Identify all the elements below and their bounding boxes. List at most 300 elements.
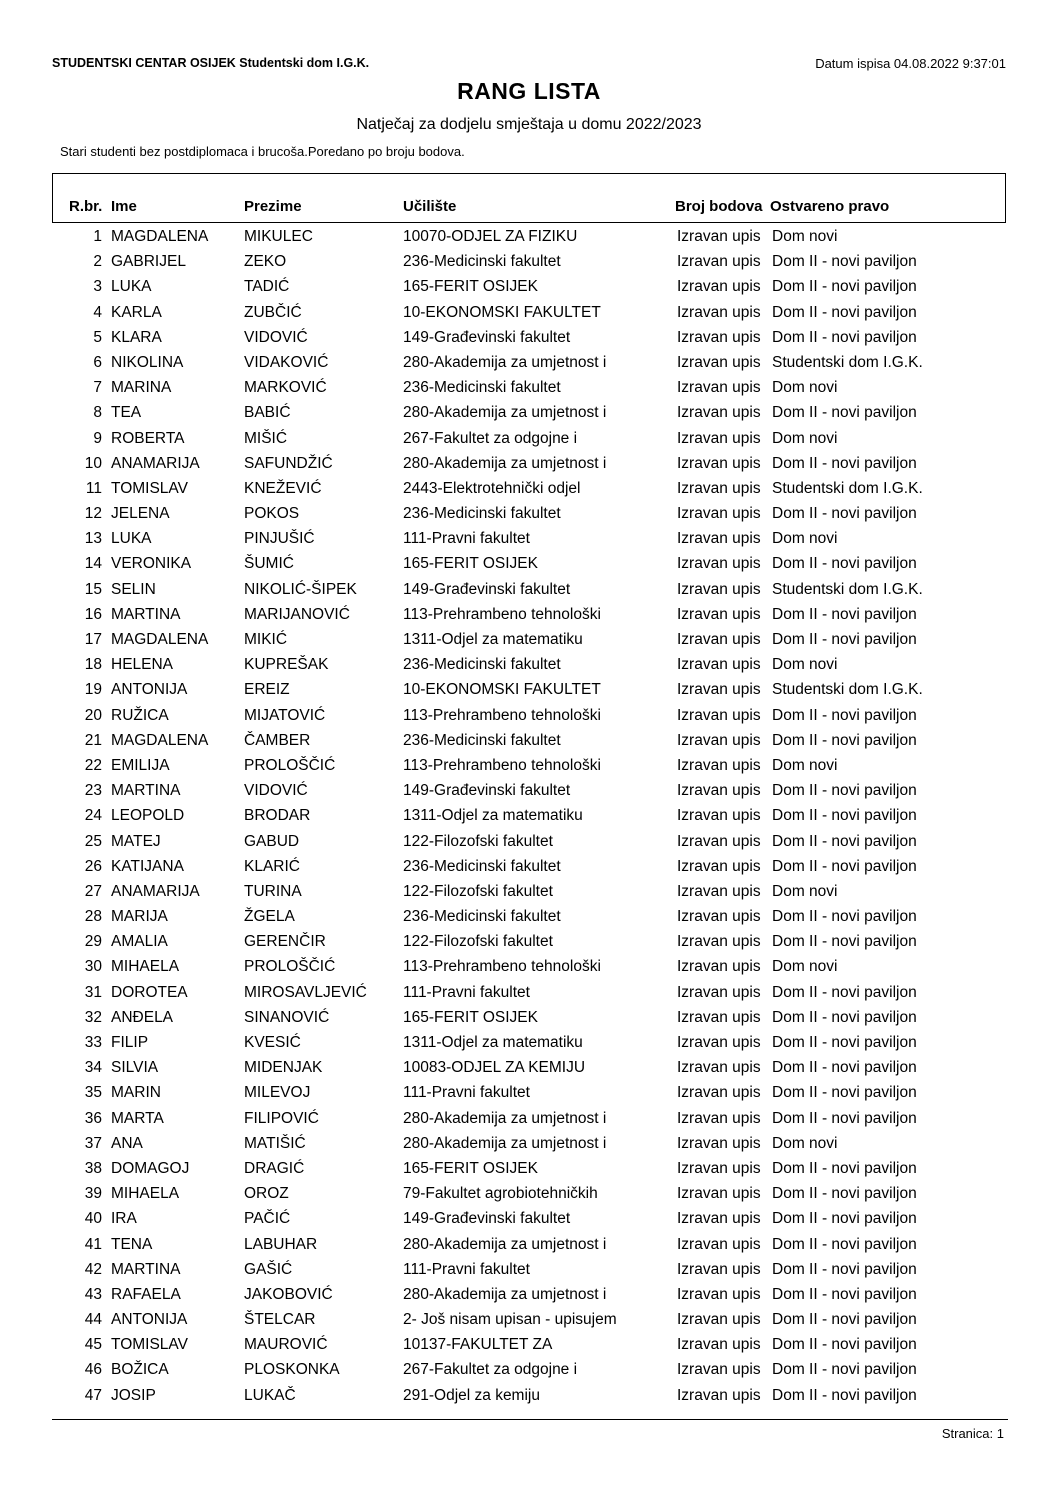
cell-rbr: 18 <box>84 656 102 674</box>
cell-pravo: Dom II - novi paviljon <box>772 731 917 749</box>
cell-uciliste: 1311-Odjel za matematiku <box>403 807 583 825</box>
page-number: Stranica: 1 <box>941 1426 1004 1441</box>
cell-prezime: LABUHAR <box>244 1235 318 1253</box>
cell-ime: MARIJA <box>111 908 168 926</box>
cell-bodovi: Izravan upis <box>677 832 761 850</box>
cell-bodovi: Izravan upis <box>677 1008 761 1026</box>
cell-bodovi: Izravan upis <box>677 1260 761 1278</box>
cell-uciliste: 10070-ODJEL ZA FIZIKU <box>403 228 578 245</box>
cell-prezime: JAKOBOVIĆ <box>244 1285 333 1303</box>
cell-ime: SELIN <box>111 580 156 598</box>
cell-bodovi: Izravan upis <box>677 731 761 749</box>
cell-ime: VERONIKA <box>111 555 192 573</box>
cell-bodovi: Izravan upis <box>677 1109 761 1127</box>
cell-bodovi: Izravan upis <box>677 681 761 699</box>
cell-pravo: Dom novi <box>772 228 838 245</box>
cell-rbr: 7 <box>93 379 102 397</box>
cell-uciliste: 122-Filozofski fakultet <box>403 832 553 850</box>
cell-rbr: 1 <box>93 228 102 245</box>
cell-pravo: Dom II - novi paviljon <box>772 555 917 573</box>
cell-uciliste: 280-Akademija za umjetnost i <box>403 1235 607 1253</box>
cell-uciliste: 111-Pravni fakultet <box>403 1260 530 1278</box>
cell-ime: KATIJANA <box>111 857 184 875</box>
cell-bodovi: Izravan upis <box>677 933 761 951</box>
cell-prezime: EREIZ <box>244 681 290 699</box>
cell-ime: MATEJ <box>111 832 161 850</box>
cell-ime: KARLA <box>111 303 162 321</box>
cell-prezime: OROZ <box>244 1185 289 1203</box>
cell-pravo: Dom II - novi paviljon <box>772 1008 917 1026</box>
table-row <box>0 779 1058 804</box>
table-row <box>0 1157 1058 1182</box>
cell-rbr: 41 <box>84 1235 102 1253</box>
cell-rbr: 40 <box>84 1210 102 1228</box>
table-row <box>0 326 1058 351</box>
table-row <box>0 301 1058 326</box>
cell-bodovi: Izravan upis <box>677 303 761 321</box>
cell-ime: BOŽICA <box>111 1361 169 1379</box>
cell-uciliste: 236-Medicinski fakultet <box>403 505 561 523</box>
cell-rbr: 21 <box>84 731 102 749</box>
cell-ime: TEA <box>111 404 142 422</box>
cell-pravo: Dom II - novi paviljon <box>772 782 917 800</box>
cell-uciliste: 10137-FAKULTET ZA <box>403 1336 553 1354</box>
table-row <box>0 804 1058 829</box>
table-row <box>0 502 1058 527</box>
cell-rbr: 34 <box>84 1059 102 1077</box>
cell-prezime: PROLOŠČIĆ <box>244 756 336 774</box>
table-row <box>0 704 1058 729</box>
cell-rbr: 5 <box>93 328 102 346</box>
cell-rbr: 2 <box>93 253 102 271</box>
table-row <box>0 1107 1058 1132</box>
cell-rbr: 38 <box>84 1159 102 1177</box>
cell-pravo: Dom II - novi paviljon <box>772 1185 917 1203</box>
cell-ime: SILVIA <box>111 1059 159 1077</box>
cell-prezime: TADIĆ <box>244 278 290 296</box>
cell-bodovi: Izravan upis <box>677 1311 761 1329</box>
cell-rbr: 23 <box>84 782 102 800</box>
table-row <box>0 1081 1058 1106</box>
cell-rbr: 29 <box>84 933 102 951</box>
cell-pravo: Studentski dom I.G.K. <box>772 479 923 497</box>
cell-prezime: DRAGIĆ <box>244 1159 305 1177</box>
cell-bodovi: Izravan upis <box>677 1285 761 1303</box>
cell-ime: NIKOLINA <box>111 353 184 371</box>
cell-prezime: PROLOŠČIĆ <box>244 958 336 976</box>
cell-ime: ANAMARIJA <box>111 882 200 900</box>
cell-prezime: KNEŽEVIĆ <box>244 479 322 497</box>
cell-prezime: NIKOLIĆ-ŠIPEK <box>244 580 357 598</box>
cell-uciliste: 236-Medicinski fakultet <box>403 379 561 397</box>
cell-prezime: ZUBČIĆ <box>244 303 302 321</box>
cell-rbr: 22 <box>84 756 102 774</box>
cell-rbr: 39 <box>84 1185 102 1203</box>
cell-ime: ANTONIJA <box>111 681 188 699</box>
cell-prezime: VIDAKOVIĆ <box>244 353 329 371</box>
cell-pravo: Studentski dom I.G.K. <box>772 681 923 699</box>
cell-rbr: 35 <box>84 1084 102 1102</box>
table-row <box>0 930 1058 955</box>
table-row <box>0 578 1058 603</box>
cell-uciliste: 291-Odjel za kemiju <box>403 1386 540 1404</box>
cell-pravo: Dom II - novi paviljon <box>772 253 917 271</box>
table-row <box>0 1031 1058 1056</box>
cell-prezime: KLARIĆ <box>244 857 300 875</box>
cell-prezime: KVESIĆ <box>244 1034 301 1051</box>
table-row <box>0 427 1058 452</box>
cell-bodovi: Izravan upis <box>677 631 761 648</box>
cell-bodovi: Izravan upis <box>677 706 761 724</box>
cell-uciliste: 149-Građevinski fakultet <box>403 782 571 800</box>
cell-uciliste: 280-Akademija za umjetnost i <box>403 454 607 472</box>
cell-bodovi: Izravan upis <box>677 1059 761 1077</box>
cell-uciliste: 280-Akademija za umjetnost i <box>403 1285 607 1303</box>
cell-prezime: MIROSAVLJEVIĆ <box>244 983 367 1001</box>
cell-bodovi: Izravan upis <box>677 958 761 976</box>
cell-rbr: 6 <box>93 353 102 371</box>
cell-pravo: Dom II - novi paviljon <box>772 1059 917 1077</box>
cell-ime: MIHAELA <box>111 1185 180 1203</box>
cell-ime: FILIP <box>111 1034 149 1051</box>
cell-pravo: Dom II - novi paviljon <box>772 605 917 623</box>
cell-rbr: 30 <box>84 958 102 976</box>
table-row <box>0 1384 1058 1409</box>
cell-uciliste: 280-Akademija za umjetnost i <box>403 1134 607 1152</box>
cell-pravo: Dom II - novi paviljon <box>772 908 917 926</box>
cell-rbr: 46 <box>84 1361 102 1379</box>
cell-uciliste: 113-Prehrambeno tehnološki <box>403 756 601 774</box>
cell-ime: KLARA <box>111 328 162 346</box>
cell-bodovi: Izravan upis <box>677 1084 761 1102</box>
cell-prezime: FILIPOVIĆ <box>244 1109 319 1127</box>
cell-uciliste: 236-Medicinski fakultet <box>403 857 561 875</box>
cell-prezime: PINJUŠIĆ <box>244 530 315 548</box>
cell-pravo: Dom II - novi paviljon <box>772 454 917 472</box>
page-title: RANG LISTA <box>457 78 601 104</box>
cell-rbr: 20 <box>84 706 102 724</box>
cell-pravo: Dom II - novi paviljon <box>772 278 917 296</box>
cell-uciliste: 165-FERIT OSIJEK <box>403 555 538 573</box>
column-header-prezime: Prezime <box>244 198 302 215</box>
list-note: Stari studenti bez postdiplomaca i brucoša.Poredano po broju bodova. <box>60 144 465 159</box>
cell-pravo: Dom II - novi paviljon <box>772 1311 917 1329</box>
bottom-divider <box>52 1419 1008 1420</box>
cell-uciliste: 149-Građevinski fakultet <box>403 580 571 598</box>
cell-prezime: SAFUNDŽIĆ <box>244 454 333 472</box>
cell-rbr: 15 <box>84 580 102 598</box>
column-header-bodovi: Broj bodova <box>675 198 763 215</box>
cell-bodovi: Izravan upis <box>677 656 761 674</box>
cell-bodovi: Izravan upis <box>677 1361 761 1379</box>
cell-rbr: 13 <box>84 530 102 548</box>
table-row <box>0 225 1058 250</box>
cell-bodovi: Izravan upis <box>677 1235 761 1253</box>
cell-ime: HELENA <box>111 656 174 674</box>
cell-pravo: Dom II - novi paviljon <box>772 631 917 648</box>
cell-prezime: GERENČIR <box>244 933 326 951</box>
cell-pravo: Dom II - novi paviljon <box>772 706 917 724</box>
cell-uciliste: 236-Medicinski fakultet <box>403 731 561 749</box>
table-row <box>0 250 1058 275</box>
cell-uciliste: 79-Fakultet agrobiotehničkih <box>403 1185 598 1203</box>
table-row <box>0 1207 1058 1232</box>
page-subtitle: Natječaj za dodjelu smještaja u domu 2022/2023 <box>356 116 702 133</box>
cell-prezime: GAŠIĆ <box>244 1260 293 1278</box>
cell-bodovi: Izravan upis <box>677 328 761 346</box>
cell-prezime: MIJATOVIĆ <box>244 706 326 724</box>
cell-uciliste: 280-Akademija za umjetnost i <box>403 404 607 422</box>
table-row <box>0 527 1058 552</box>
cell-ime: MAGDALENA <box>111 228 209 245</box>
cell-prezime: TURINA <box>244 882 302 900</box>
cell-pravo: Dom novi <box>772 756 838 774</box>
cell-uciliste: 122-Filozofski fakultet <box>403 882 553 900</box>
cell-bodovi: Izravan upis <box>677 555 761 573</box>
cell-bodovi: Izravan upis <box>677 1034 761 1051</box>
cell-uciliste: 267-Fakultet za odgojne i <box>403 1361 578 1379</box>
cell-uciliste: 267-Fakultet za odgojne i <box>403 429 578 447</box>
cell-prezime: GABUD <box>244 832 300 850</box>
cell-ime: DOROTEA <box>111 983 188 1001</box>
cell-prezime: MARKOVIĆ <box>244 379 327 397</box>
cell-rbr: 10 <box>84 454 102 472</box>
cell-pravo: Dom II - novi paviljon <box>772 1361 917 1379</box>
table-row <box>0 905 1058 930</box>
cell-prezime: MIDENJAK <box>244 1059 323 1077</box>
cell-prezime: ZEKO <box>244 253 287 271</box>
column-header-pravo: Ostvareno pravo <box>770 198 890 215</box>
table-row <box>0 628 1058 653</box>
cell-ime: MIHAELA <box>111 958 180 976</box>
cell-pravo: Dom novi <box>772 429 838 447</box>
cell-bodovi: Izravan upis <box>677 1159 761 1177</box>
table-row <box>0 376 1058 401</box>
cell-uciliste: 113-Prehrambeno tehnološki <box>403 605 601 623</box>
cell-pravo: Dom novi <box>772 1134 838 1152</box>
cell-uciliste: 165-FERIT OSIJEK <box>403 1159 538 1177</box>
cell-bodovi: Izravan upis <box>677 1134 761 1152</box>
cell-bodovi: Izravan upis <box>677 404 761 422</box>
cell-pravo: Dom II - novi paviljon <box>772 1260 917 1278</box>
cell-pravo: Dom novi <box>772 882 838 900</box>
cell-pravo: Dom II - novi paviljon <box>772 1159 917 1177</box>
cell-bodovi: Izravan upis <box>677 379 761 397</box>
cell-ime: MARTINA <box>111 782 181 800</box>
cell-uciliste: 236-Medicinski fakultet <box>403 908 561 926</box>
cell-bodovi: Izravan upis <box>677 353 761 371</box>
cell-pravo: Dom II - novi paviljon <box>772 983 917 1001</box>
cell-ime: ROBERTA <box>111 429 185 447</box>
cell-pravo: Dom II - novi paviljon <box>772 1336 917 1354</box>
cell-ime: JELENA <box>111 505 170 523</box>
cell-bodovi: Izravan upis <box>677 580 761 598</box>
cell-pravo: Dom novi <box>772 379 838 397</box>
cell-pravo: Dom II - novi paviljon <box>772 807 917 825</box>
table-row <box>0 1056 1058 1081</box>
column-header-ime: Ime <box>111 198 137 215</box>
cell-prezime: MIKULEC <box>244 228 313 245</box>
cell-pravo: Dom II - novi paviljon <box>772 857 917 875</box>
cell-uciliste: 1311-Odjel za matematiku <box>403 1034 583 1051</box>
cell-ime: MARTINA <box>111 605 181 623</box>
table-row <box>0 1308 1058 1333</box>
cell-ime: JOSIP <box>111 1386 156 1404</box>
cell-bodovi: Izravan upis <box>677 505 761 523</box>
cell-ime: ANAMARIJA <box>111 454 200 472</box>
cell-bodovi: Izravan upis <box>677 228 761 245</box>
table-row <box>0 855 1058 880</box>
cell-ime: LUKA <box>111 530 152 548</box>
cell-ime: LUKA <box>111 278 152 296</box>
column-header-uciliste: Učilište <box>403 198 457 215</box>
cell-uciliste: 149-Građevinski fakultet <box>403 1210 571 1228</box>
cell-rbr: 8 <box>93 404 102 422</box>
cell-prezime: VIDOVIĆ <box>244 328 308 346</box>
cell-ime: RUŽICA <box>111 706 169 724</box>
cell-bodovi: Izravan upis <box>677 983 761 1001</box>
cell-prezime: ŠTELCAR <box>244 1311 316 1329</box>
cell-prezime: MIŠIĆ <box>244 429 288 447</box>
cell-ime: RAFAELA <box>111 1285 181 1303</box>
cell-rbr: 3 <box>93 278 102 296</box>
cell-ime: MARTINA <box>111 1260 181 1278</box>
table-row <box>0 981 1058 1006</box>
cell-prezime: ČAMBER <box>244 731 311 749</box>
cell-prezime: BABIĆ <box>244 404 291 422</box>
table-row <box>0 351 1058 376</box>
cell-prezime: PLOSKONKA <box>244 1361 340 1379</box>
cell-ime: MARINA <box>111 379 172 397</box>
cell-prezime: SINANOVIĆ <box>244 1008 330 1026</box>
cell-pravo: Dom II - novi paviljon <box>772 1109 917 1127</box>
cell-bodovi: Izravan upis <box>677 429 761 447</box>
cell-rbr: 44 <box>84 1311 102 1329</box>
cell-pravo: Dom II - novi paviljon <box>772 505 917 523</box>
table-row <box>0 1283 1058 1308</box>
cell-prezime: POKOS <box>244 505 300 523</box>
cell-bodovi: Izravan upis <box>677 278 761 296</box>
table-row <box>0 1333 1058 1358</box>
cell-bodovi: Izravan upis <box>677 908 761 926</box>
cell-pravo: Studentski dom I.G.K. <box>772 353 923 371</box>
table-row <box>0 653 1058 678</box>
cell-pravo: Dom II - novi paviljon <box>772 1084 917 1102</box>
table-row <box>0 275 1058 300</box>
cell-rbr: 9 <box>93 429 102 447</box>
cell-prezime: KUPREŠAK <box>244 656 329 674</box>
table-row <box>0 452 1058 477</box>
cell-rbr: 32 <box>84 1008 102 1026</box>
cell-pravo: Dom II - novi paviljon <box>772 328 917 346</box>
cell-pravo: Dom novi <box>772 958 838 976</box>
cell-bodovi: Izravan upis <box>677 530 761 548</box>
cell-uciliste: 165-FERIT OSIJEK <box>403 278 538 296</box>
table-row <box>0 1006 1058 1031</box>
cell-ime: DOMAGOJ <box>111 1159 190 1177</box>
cell-uciliste: 113-Prehrambeno tehnološki <box>403 958 601 976</box>
table-row <box>0 401 1058 426</box>
cell-ime: ANA <box>111 1134 143 1152</box>
cell-bodovi: Izravan upis <box>677 479 761 497</box>
cell-ime: TOMISLAV <box>111 1336 188 1354</box>
cell-prezime: MATIŠIĆ <box>244 1134 306 1152</box>
cell-uciliste: 111-Pravni fakultet <box>403 983 530 1001</box>
cell-rbr: 28 <box>84 908 102 926</box>
cell-pravo: Dom II - novi paviljon <box>772 1034 917 1051</box>
cell-ime: TOMISLAV <box>111 479 188 497</box>
cell-prezime: MAUROVIĆ <box>244 1336 328 1354</box>
cell-ime: MARIN <box>111 1084 161 1102</box>
cell-pravo: Dom II - novi paviljon <box>772 1386 917 1404</box>
print-date: Datum ispisa 04.08.2022 9:37:01 <box>815 56 1006 71</box>
table-row <box>0 603 1058 628</box>
cell-uciliste: 113-Prehrambeno tehnološki <box>403 706 601 724</box>
cell-rbr: 11 <box>85 479 102 497</box>
cell-pravo: Dom novi <box>772 656 838 674</box>
institution-header: STUDENTSKI CENTAR OSIJEK Studentski dom I.G.K. <box>52 56 370 70</box>
cell-ime: MAGDALENA <box>111 731 209 749</box>
cell-rbr: 27 <box>84 882 102 900</box>
cell-uciliste: 236-Medicinski fakultet <box>403 253 561 271</box>
table-row <box>0 477 1058 502</box>
cell-pravo: Dom II - novi paviljon <box>772 303 917 321</box>
column-header-rbr: R.br. <box>69 198 103 215</box>
cell-ime: ANTONIJA <box>111 1311 188 1329</box>
cell-rbr: 43 <box>84 1285 102 1303</box>
cell-bodovi: Izravan upis <box>677 857 761 875</box>
cell-bodovi: Izravan upis <box>677 1185 761 1203</box>
cell-bodovi: Izravan upis <box>677 782 761 800</box>
cell-ime: GABRIJEL <box>111 253 186 271</box>
cell-prezime: BRODAR <box>244 807 311 825</box>
cell-prezime: VIDOVIĆ <box>244 782 308 800</box>
table-row <box>0 830 1058 855</box>
cell-prezime: MILEVOJ <box>244 1084 311 1102</box>
cell-rbr: 19 <box>84 681 102 699</box>
table-row <box>0 1358 1058 1383</box>
cell-rbr: 45 <box>84 1336 102 1354</box>
cell-rbr: 24 <box>84 807 102 825</box>
cell-uciliste: 165-FERIT OSIJEK <box>403 1008 538 1026</box>
cell-uciliste: 236-Medicinski fakultet <box>403 656 561 674</box>
cell-bodovi: Izravan upis <box>677 1386 761 1404</box>
table-row <box>0 1258 1058 1283</box>
cell-pravo: Dom II - novi paviljon <box>772 1285 917 1303</box>
cell-uciliste: 2443-Elektrotehnički odjel <box>403 479 581 497</box>
cell-prezime: MIKIĆ <box>244 631 288 648</box>
cell-uciliste: 111-Pravni fakultet <box>403 1084 530 1102</box>
cell-pravo: Dom novi <box>772 530 838 548</box>
cell-rbr: 42 <box>84 1260 102 1278</box>
cell-prezime: MARIJANOVIĆ <box>244 605 350 623</box>
cell-uciliste: 1311-Odjel za matematiku <box>403 631 583 648</box>
cell-ime: LEOPOLD <box>111 807 185 825</box>
cell-uciliste: 122-Filozofski fakultet <box>403 933 553 951</box>
ranking-table-body <box>0 225 1058 1409</box>
cell-bodovi: Izravan upis <box>677 253 761 271</box>
cell-rbr: 17 <box>84 631 102 648</box>
cell-uciliste: 10-EKONOMSKI FAKULTET <box>403 681 601 699</box>
table-row <box>0 880 1058 905</box>
cell-pravo: Dom II - novi paviljon <box>772 933 917 951</box>
cell-rbr: 14 <box>84 555 102 573</box>
table-row <box>0 1182 1058 1207</box>
cell-rbr: 36 <box>84 1109 102 1127</box>
cell-prezime: ŠUMIĆ <box>244 555 294 573</box>
cell-rbr: 12 <box>84 505 102 523</box>
cell-ime: ANĐELA <box>111 1008 174 1026</box>
